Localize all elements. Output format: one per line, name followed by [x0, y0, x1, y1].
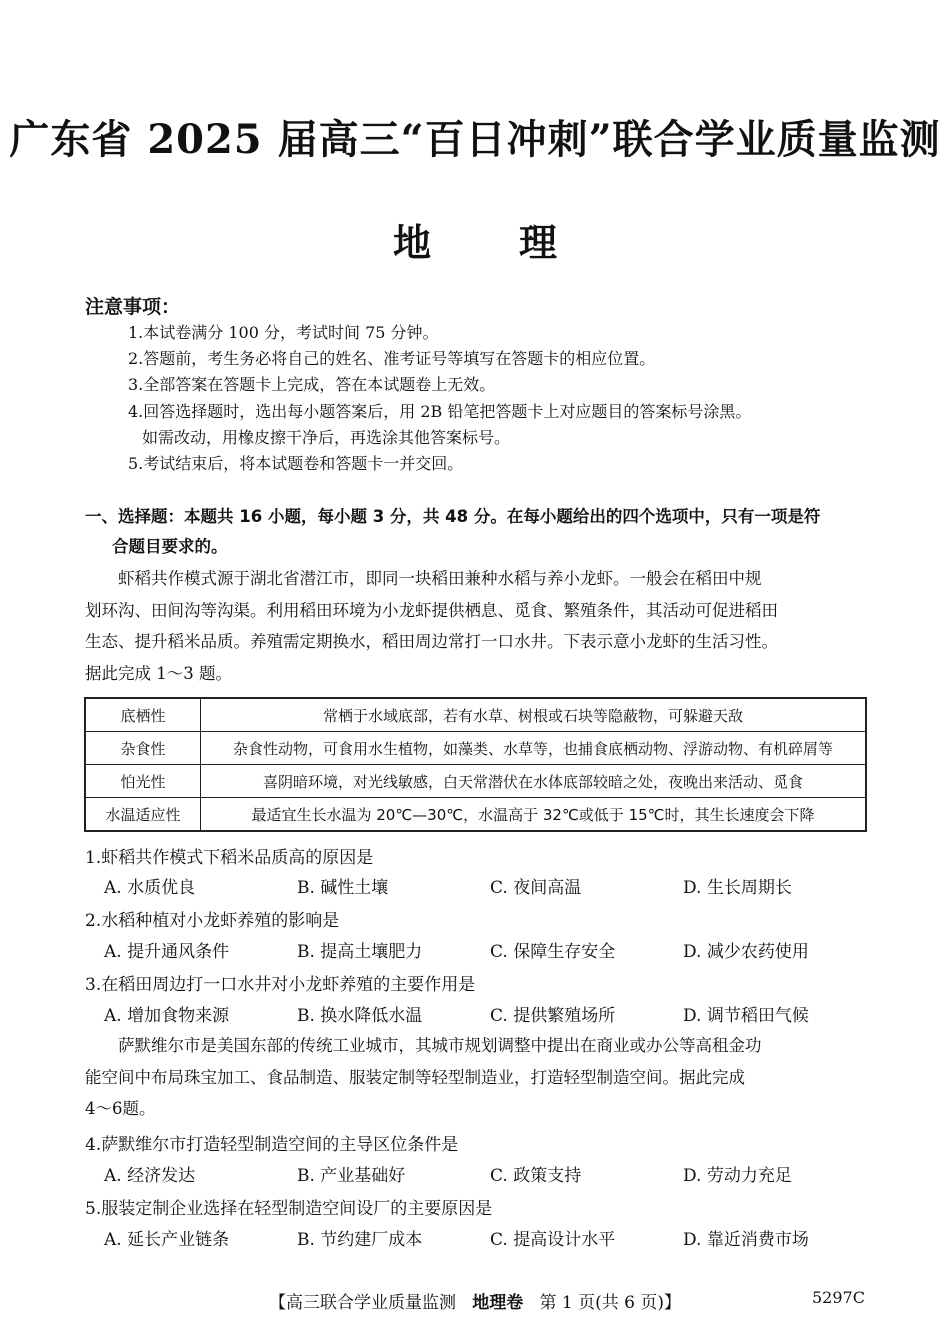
- table-key-cell: 底栖性: [85, 698, 201, 732]
- notice-heading: 注意事项：: [85, 296, 181, 318]
- option-a: A. 提升通风条件: [104, 942, 230, 962]
- option-b: B. 产业基础好: [297, 1166, 406, 1186]
- footer-page-number: 第 1 页(共 6 页)】: [539, 1293, 681, 1313]
- option-a: A. 延长产业链条: [104, 1230, 230, 1250]
- notice-item: 4.回答选择题时，选出每小题答案后，用 2B 铅笔把答题卡上对应题目的答案标号涂黑。: [128, 401, 752, 421]
- passage-2: [85, 1030, 870, 1125]
- notice-list: [128, 320, 873, 477]
- question-4-stem: 4.萨默维尔市打造轻型制造空间的主导区位条件是: [85, 1135, 459, 1155]
- notice-item: 3.全部答案在答题卡上完成，答在本试题卷上无效。: [128, 375, 496, 395]
- table-key-cell: 水温适应性: [85, 798, 201, 832]
- question-3-stem: 3.在稻田周边打一口水井对小龙虾养殖的主要作用是: [85, 975, 476, 995]
- option-a: A. 增加食物来源: [104, 1006, 230, 1026]
- paper-code: 5297C: [812, 1288, 865, 1307]
- option-a: A. 水质优良: [104, 878, 196, 898]
- question-2-options: [104, 937, 884, 967]
- table-key-cell: 杂食性: [85, 732, 201, 765]
- option-d: D. 劳动力充足: [683, 1166, 792, 1186]
- question-4-options: [104, 1161, 884, 1191]
- table-row: [85, 732, 866, 765]
- notice-item: 1.本试卷满分 100 分，考试时间 75 分钟。: [128, 323, 439, 342]
- passage-line: 据此完成 1～3 题。: [85, 663, 232, 683]
- option-d: D. 减少农药使用: [683, 942, 809, 962]
- question-1-options: [104, 873, 884, 903]
- option-c: C. 政策支持: [490, 1166, 582, 1186]
- notice-item: 5.考试结束后，将本试题卷和答题卡一并交回。: [128, 453, 464, 473]
- section-heading-line: 合题目要求的。: [112, 537, 228, 556]
- option-c: C. 保障生存安全: [490, 942, 616, 962]
- passage-line: 萨默维尔市是美国东部的传统工业城市，其城市规划调整中提出在商业或办公等高租金功: [85, 1036, 762, 1055]
- option-b: B. 提高土壤肥力: [297, 942, 423, 962]
- page-footer: [0, 1288, 950, 1313]
- question-1-stem: 1.虾稻共作模式下稻米品质高的原因是: [85, 848, 374, 868]
- option-b: B. 节约建厂成本: [297, 1230, 423, 1250]
- option-c: C. 夜间高温: [490, 878, 582, 898]
- crayfish-habit-table: [84, 697, 867, 832]
- option-b: B. 碱性土壤: [297, 878, 389, 898]
- section-heading-line: 一、选择题：本题共 16 小题，每小题 3 分，共 48 分。在每小题给出的四个选项中，只有一项是符: [85, 507, 821, 526]
- footer-exam-name: 【高三联合学业质量监测: [269, 1293, 457, 1313]
- notice-item: 2.答题前，考生务必将自己的姓名、准考证号等填写在答题卡的相应位置。: [128, 349, 656, 369]
- option-c: C. 提供繁殖场所: [490, 1006, 616, 1026]
- notice-item: 如需改动，用橡皮擦干净后，再选涂其他答案标号。: [142, 427, 511, 447]
- passage-line: 4～6题。: [85, 1099, 156, 1118]
- passage-1: [85, 563, 870, 689]
- option-d: D. 生长周期长: [683, 878, 792, 898]
- passage-line: 划环沟、田间沟等沟渠。利用稻田环境为小龙虾提供栖息、觅食、繁殖条件，其活动可促进稻田: [85, 600, 778, 620]
- exam-title: 广东省 2025 届高三“百日冲刺”联合学业质量监测: [9, 116, 941, 163]
- option-d: D. 靠近消费市场: [683, 1230, 809, 1250]
- table-value-cell: 喜阴暗环境，对光线敏感，白天常潜伏在水体底部较暗之处，夜晚出来活动、觅食: [201, 765, 867, 798]
- passage-line: 能空间中布局珠宝加工、食品制造、服装定制等轻型制造业，打造轻型制造空间。据此完成: [85, 1067, 745, 1087]
- table-row: [85, 765, 866, 798]
- table-row: [85, 798, 866, 832]
- table-value-cell: 常栖于水域底部，若有水草、树根或石块等隐蔽物，可躲避天敌: [201, 698, 867, 732]
- passage-line: 生态、提升稻米品质。养殖需定期换水，稻田周边常打一口水井。下表示意小龙虾的生活习性。: [85, 632, 778, 651]
- option-c: C. 提高设计水平: [490, 1230, 616, 1250]
- table-row: [85, 698, 866, 732]
- table-value-cell: 最适宜生长水温为 20℃—30℃，水温高于 32℃或低于 15℃时，其生长速度会下降: [201, 798, 867, 832]
- footer-subject: 地理卷: [472, 1293, 524, 1313]
- section-heading: [85, 502, 875, 562]
- option-a: A. 经济发达: [104, 1166, 196, 1186]
- table-key-cell: 怕光性: [85, 765, 201, 798]
- table-value-cell: 杂食性动物，可食用水生植物，如藻类、水草等，也捕食底栖动物、浮游动物、有机碎屑等: [201, 732, 867, 765]
- question-5-options: [104, 1225, 884, 1255]
- question-5-stem: 5.服装定制企业选择在轻型制造空间设厂的主要原因是: [85, 1199, 493, 1219]
- passage-line: 虾稻共作模式源于湖北省潜江市，即同一块稻田兼种水稻与养小龙虾。一般会在稻田中规: [85, 569, 762, 588]
- question-2-stem: 2.水稻种植对小龙虾养殖的影响是: [85, 911, 340, 931]
- option-d: D. 调节稻田气候: [683, 1006, 809, 1026]
- option-b: B. 换水降低水温: [297, 1006, 423, 1026]
- question-3-options: [104, 1001, 884, 1031]
- subject-title: 地理: [392, 220, 645, 265]
